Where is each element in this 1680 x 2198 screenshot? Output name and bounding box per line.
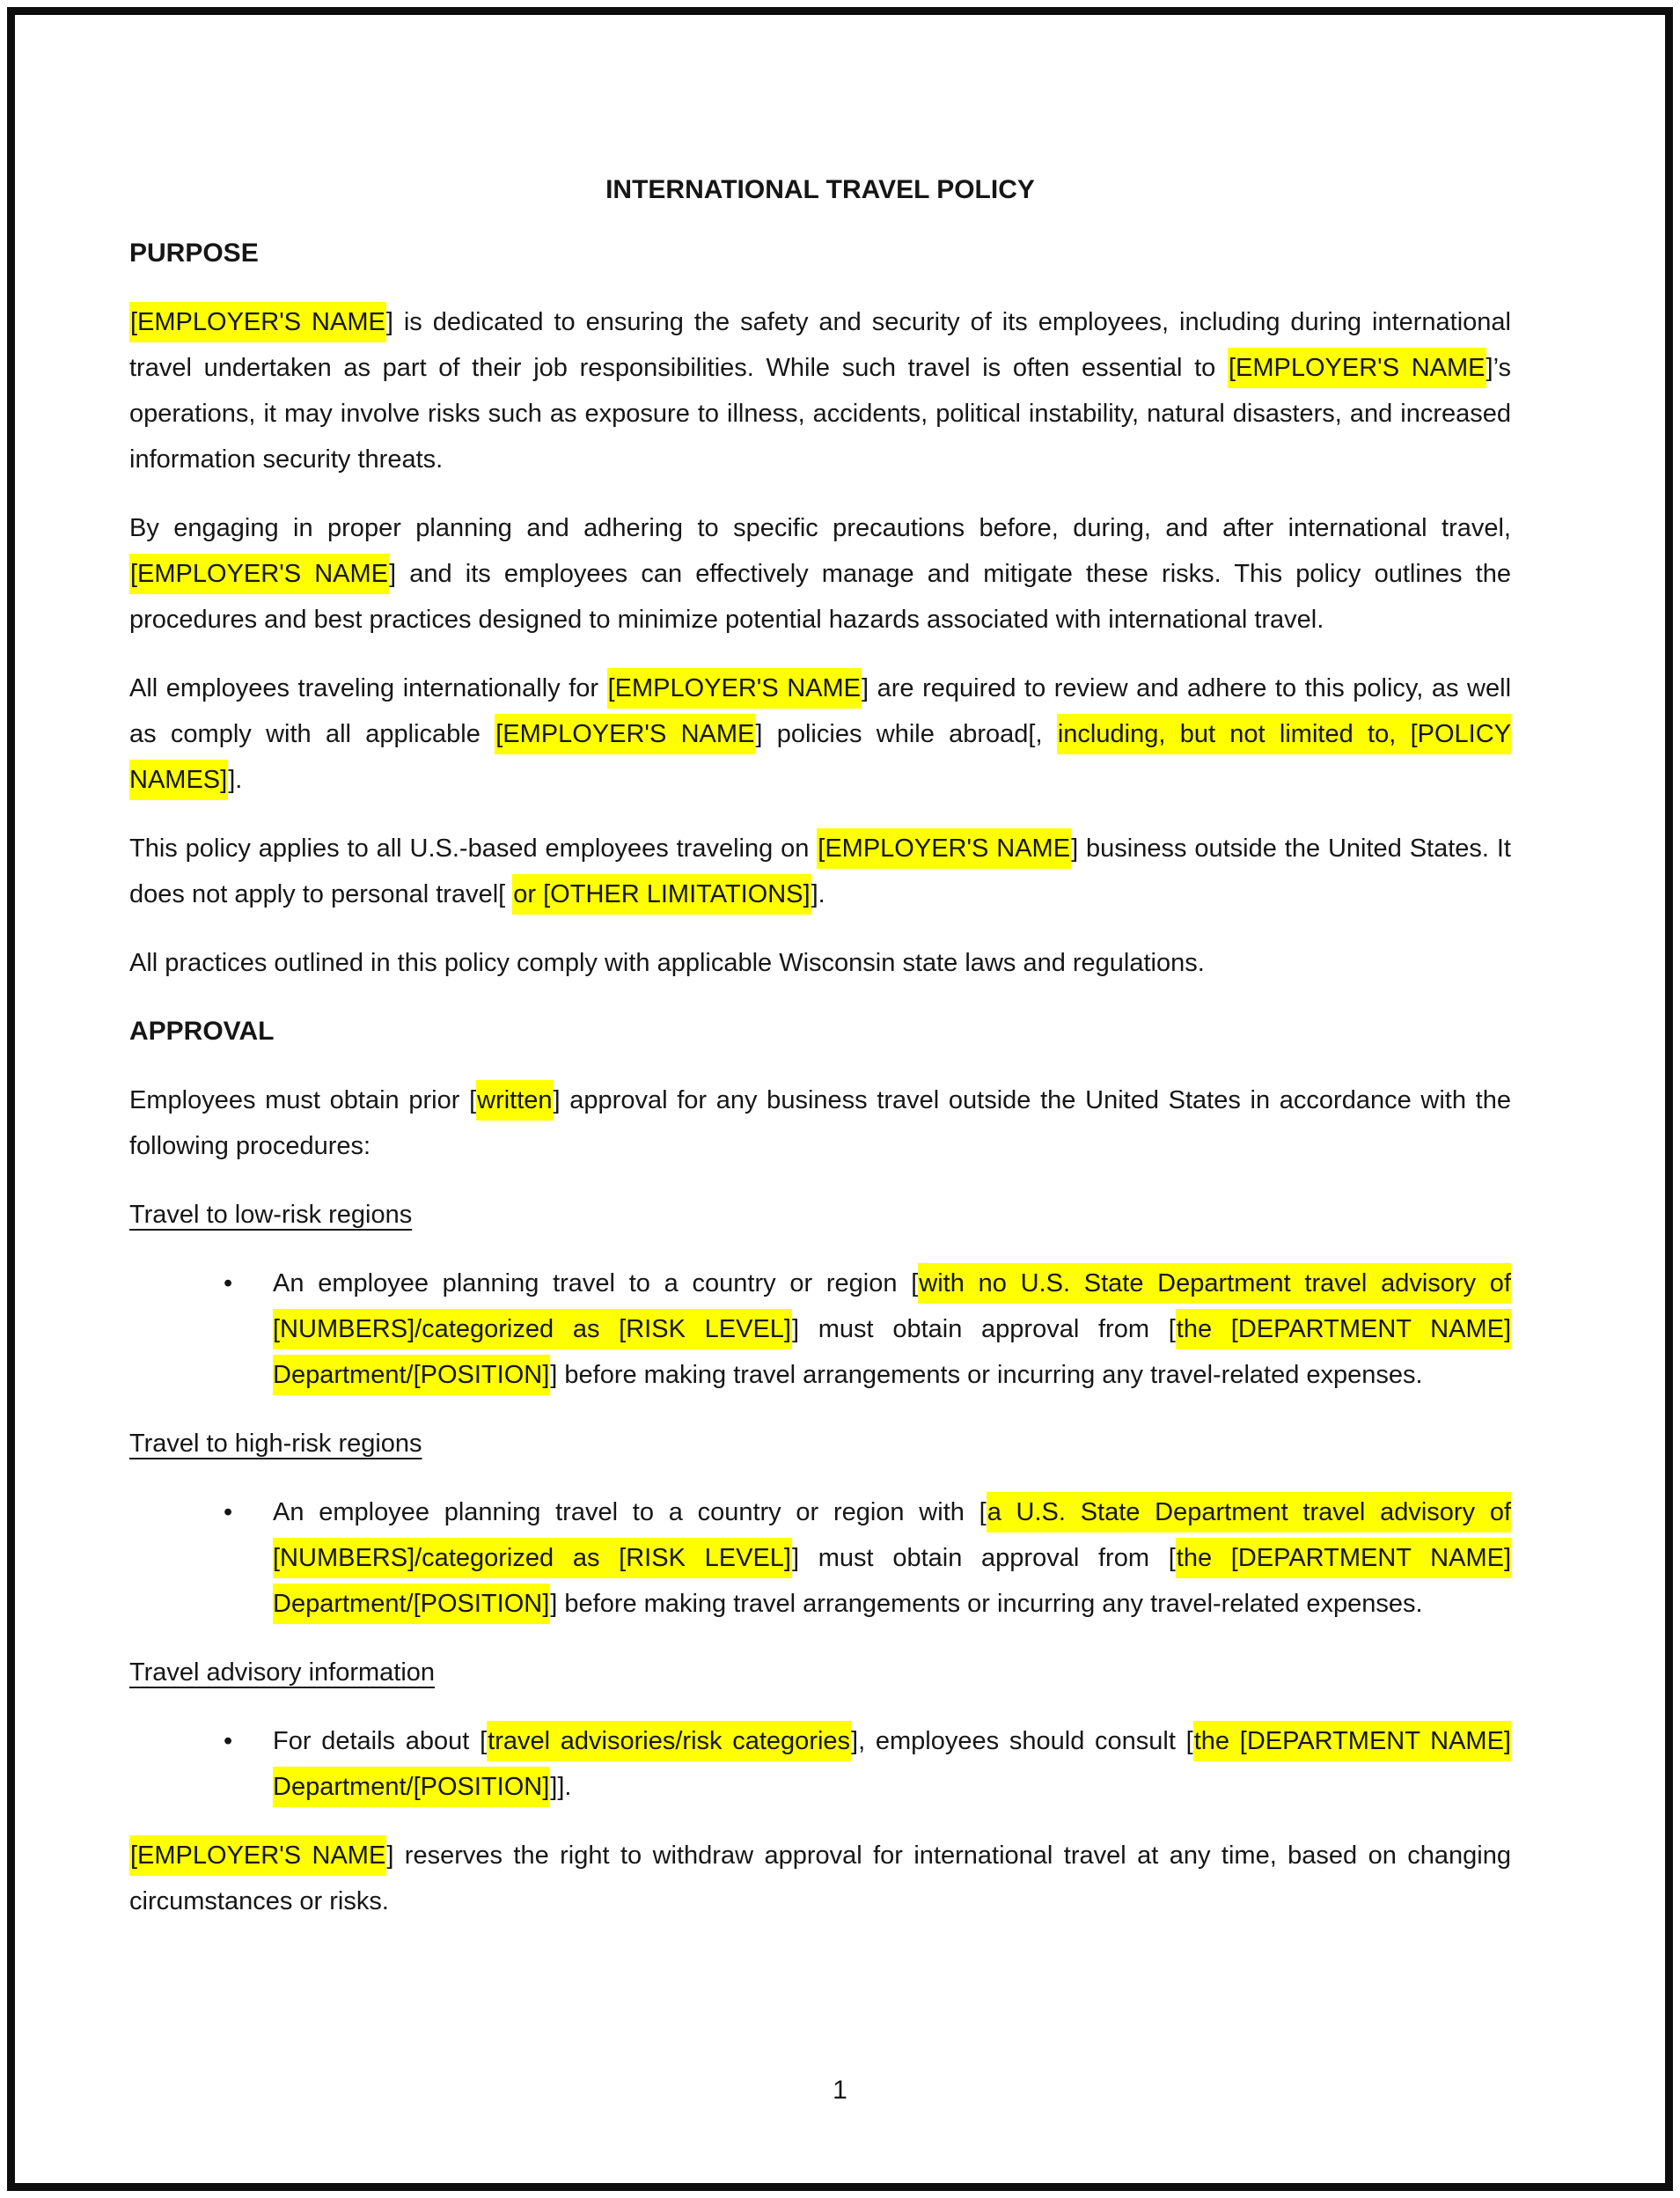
highlighted-placeholder: or [OTHER LIMITATIONS] [512, 874, 811, 915]
document-content [129, 167, 1511, 1947]
highlighted-placeholder: [EMPLOYER'S NAME [495, 714, 755, 754]
bullet-item [129, 1718, 1511, 1810]
highlighted-placeholder: including, but not limited to, [POLICY NAMES] [129, 714, 1511, 800]
highlighted-placeholder: the [DEPARTMENT NAME] Department/[POSITION] [273, 1309, 1511, 1395]
highlighted-placeholder: [EMPLOYER'S NAME [129, 302, 386, 342]
bullet-item [129, 1489, 1511, 1627]
highlighted-placeholder: [EMPLOYER'S NAME [129, 1835, 386, 1876]
highlighted-placeholder: the [DEPARTMENT NAME] Department/[POSITION] [273, 1721, 1511, 1807]
paragraph: [EMPLOYER'S NAME] reserves the right to withdraw approval for international travel at any time, based on changing circumstances or risks. [129, 1833, 1511, 1924]
paragraph: [EMPLOYER'S NAME] is dedicated to ensuring the safety and security of its employees, including during international travel undertaken as part of their job responsibilities. While such travel is often essential to [EMPLOYER'S NAME]’s operations, it may involve risks such as exposure to illness, accidents, political instability, natural disasters, and increased information security threats. [129, 299, 1511, 482]
paragraph: All employees traveling internationally for [EMPLOYER'S NAME] are required to review and adhere to this policy, as well as comply with all applicable [EMPLOYER'S NAME] policies while abroad[, including, but not limited to, [POLICY NAMES]]. [129, 665, 1511, 803]
bullet-icon: • [224, 1498, 233, 1526]
highlighted-placeholder: [EMPLOYER'S NAME [129, 554, 389, 594]
document-title: INTERNATIONAL TRAVEL POLICY [605, 175, 1035, 204]
bullet-text: An employee planning travel to a country or region [with no U.S. State Department travel advisory of [NUMBERS]/categorized as [RISK LEVEL]] must obtain approval from [the [DEPARTMENT NAME] Department/[POSITION]] before making travel arrangements or incurring any travel-related expenses. [273, 1261, 1511, 1398]
highlighted-placeholder: written [476, 1080, 553, 1121]
paragraph: Employees must obtain prior [written] approval for any business travel outside the United States in accordance with the following procedures: [129, 1077, 1511, 1169]
highlighted-placeholder: [EMPLOYER'S NAME [607, 668, 862, 709]
highlighted-placeholder: the [DEPARTMENT NAME] Department/[POSITION] [273, 1538, 1511, 1624]
section-heading: APPROVAL [129, 1017, 275, 1046]
highlighted-placeholder: [EMPLOYER'S NAME [817, 828, 1071, 869]
paragraph: This policy applies to all U.S.-based employees traveling on [EMPLOYER'S NAME] business outside the United States. It does not apply to personal travel[ or [OTHER LIMITATIONS]]. [129, 826, 1511, 917]
subsection-heading: Travel advisory information [129, 1658, 436, 1687]
document-body [129, 231, 1511, 1924]
subsection-heading: Travel to low-risk regions [129, 1201, 413, 1229]
bullet-item [129, 1261, 1511, 1398]
paragraph: All practices outlined in this policy comply with applicable Wisconsin state laws and regulations. [129, 949, 1205, 977]
bullet-icon: • [224, 1727, 233, 1755]
highlighted-placeholder: [EMPLOYER'S NAME [1228, 348, 1486, 388]
bullet-text: For details about [travel advisories/risk categories], employees should consult [the [DEPARTMENT NAME] Department/[POSITION]]]. [273, 1718, 1511, 1810]
section-heading: PURPOSE [129, 239, 259, 268]
subsection-heading: Travel to high-risk regions [129, 1430, 422, 1458]
highlighted-placeholder: with no U.S. State Department travel advisory of [NUMBERS]/categorized as [RISK LEVEL] [273, 1263, 1511, 1349]
bullet-text: An employee planning travel to a country or region with [a U.S. State Department travel advisory of [NUMBERS]/categorized as [RISK LEVEL]] must obtain approval from [the [DEPARTMENT NAME] Department/[POSITION]] before making travel arrangements or incurring any travel-related expenses. [273, 1489, 1511, 1627]
highlighted-placeholder: travel advisories/risk categories [487, 1721, 851, 1761]
highlighted-placeholder: a U.S. State Department travel advisory of [NUMBERS]/categorized as [RISK LEVEL] [273, 1492, 1511, 1578]
bullet-icon: • [224, 1269, 233, 1297]
paragraph: By engaging in proper planning and adhering to specific precautions before, during, and after international travel, [EMPLOYER'S NAME] and its employees can effectively manage and mitigate these risks. This policy outlines the procedures and best practices designed to minimize potential hazards associated with international travel. [129, 514, 1511, 634]
page-number: 1 [833, 2076, 847, 2105]
